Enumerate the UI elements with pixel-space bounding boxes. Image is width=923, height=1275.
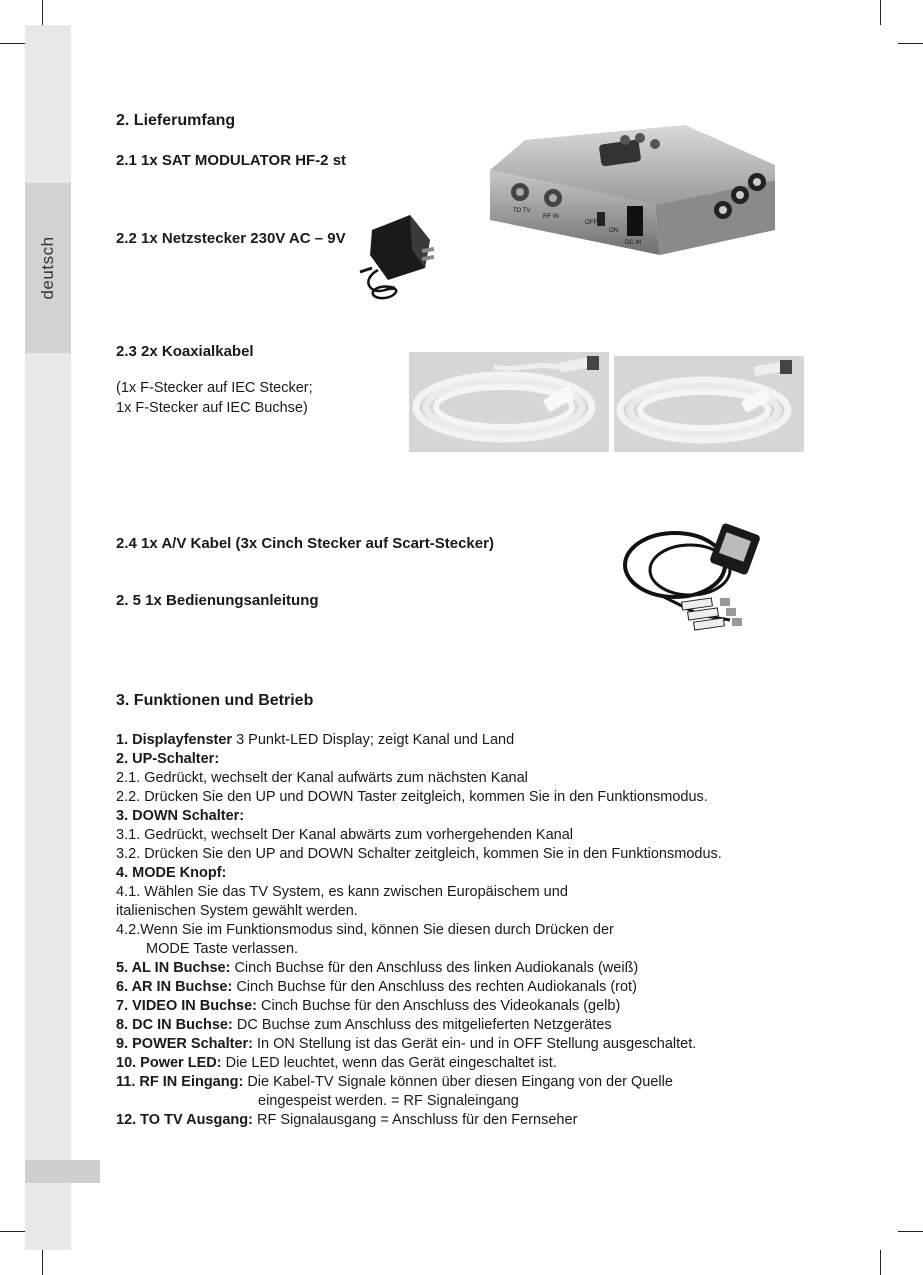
section-title-funktionen: 3. Funktionen und Betrieb bbox=[116, 692, 314, 709]
av-cable-photo bbox=[620, 520, 762, 632]
list-item: 5. AL IN Buchse: Cinch Buchse für den Anschluss des linken Audiokanals (weiß) bbox=[116, 960, 639, 976]
section-title-lieferumfang: 2. Lieferumfang bbox=[116, 112, 236, 129]
list-item: 8. DC IN Buchse: DC Buchse zum Anschluss des mitgelieferten Netzgerätes bbox=[116, 1017, 612, 1033]
list-item: 4. MODE Knopf: bbox=[116, 865, 227, 881]
footer-tab bbox=[25, 1160, 100, 1183]
list-item: 7. VIDEO IN Buchse: Cinch Buchse für den Anschluss des Videokanals (gelb) bbox=[116, 998, 621, 1014]
crop-mark bbox=[880, 1250, 881, 1275]
to-tv-label: TO TV bbox=[513, 208, 531, 214]
crop-mark bbox=[42, 0, 43, 25]
list-item: 4.1. Wählen Sie das TV System, es kann zwischen Europäischem und bbox=[116, 884, 568, 900]
list-item: 4.2.Wenn Sie im Funktionsmodus sind, können Sie diesen durch Drücken der bbox=[116, 922, 614, 938]
crop-mark bbox=[898, 1231, 923, 1232]
list-item: 2.2. Drücken Sie den UP und DOWN Taster zeitgleich, kommen Sie in den Funktionsmodus. bbox=[116, 789, 708, 805]
list-item: 12. TO TV Ausgang: RF Signalausgang = Anschluss für den Fernseher bbox=[116, 1112, 578, 1128]
list-item: 9. POWER Schalter: In ON Stellung ist das Gerät ein- und in OFF Stellung ausgeschaltet. bbox=[116, 1036, 697, 1052]
list-item: 2. UP-Schalter: bbox=[116, 751, 220, 767]
crop-mark bbox=[0, 1231, 25, 1232]
list-item: 6. AR IN Buchse: Cinch Buchse für den Anschluss des rechten Audiokanals (rot) bbox=[116, 979, 637, 995]
function-list bbox=[116, 731, 722, 1130]
crop-mark bbox=[880, 0, 881, 25]
crop-mark bbox=[898, 43, 923, 44]
list-item: 2.1. Gedrückt, wechselt der Kanal aufwärts zum nächsten Kanal bbox=[116, 770, 528, 786]
item-av-kabel: 2.4 1x A/V Kabel (3x Cinch Stecker auf Scart-Stecker) bbox=[116, 535, 494, 552]
list-item: MODE Taste verlassen. bbox=[146, 941, 299, 957]
power-adapter-photo bbox=[350, 210, 440, 305]
list-item: 11. RF IN Eingang: Die Kabel-TV Signale können über diesen Eingang von der Quelle bbox=[116, 1074, 673, 1090]
list-item: italienischen System gewählt werden. bbox=[116, 903, 358, 919]
list-item: eingespeist werden. = RF Signaleingang bbox=[258, 1093, 519, 1109]
item-koaxialkabel: 2.3 2x Koaxialkabel bbox=[116, 343, 254, 360]
language-label: deutsch bbox=[38, 236, 57, 300]
item-netzstecker: 2.2 1x Netzstecker 230V AC – 9V bbox=[116, 230, 346, 247]
crop-mark bbox=[42, 1250, 43, 1275]
koaxialkabel-note-2: 1x F-Stecker auf IEC Buchse) bbox=[116, 400, 308, 416]
coax-cable-photo-1 bbox=[409, 352, 609, 452]
rf-in-label: RF IN bbox=[543, 214, 559, 220]
item-bedienungsanleitung: 2. 5 1x Bedienungsanleitung bbox=[116, 592, 319, 609]
list-item: 3.1. Gedrückt, wechselt Der Kanal abwärts zum vorhergehenden Kanal bbox=[116, 827, 573, 843]
modulator-photo bbox=[485, 120, 785, 260]
item-sat-modulator: 2.1 1x SAT MODULATOR HF-2 st bbox=[116, 152, 347, 169]
dc-in-label: DC IN bbox=[625, 240, 642, 246]
coax-cable-photo-2 bbox=[614, 356, 804, 452]
list-item: 3. DOWN Schalter: bbox=[116, 808, 245, 824]
off-label: OFF bbox=[585, 220, 597, 226]
list-item: 10. Power LED: Die LED leuchtet, wenn das Gerät eingeschaltet ist. bbox=[116, 1055, 557, 1071]
crop-mark bbox=[0, 43, 25, 44]
list-item: 1. Displayfenster 3 Punkt-LED Display; zeigt Kanal und Land bbox=[116, 732, 515, 748]
koaxialkabel-note-1: (1x F-Stecker auf IEC Stecker; bbox=[116, 380, 313, 396]
on-label: ON bbox=[609, 228, 618, 234]
list-item: 3.2. Drücken Sie den UP and DOWN Schalter zeitgleich, kommen Sie in den Funktionsmodus. bbox=[116, 846, 722, 862]
